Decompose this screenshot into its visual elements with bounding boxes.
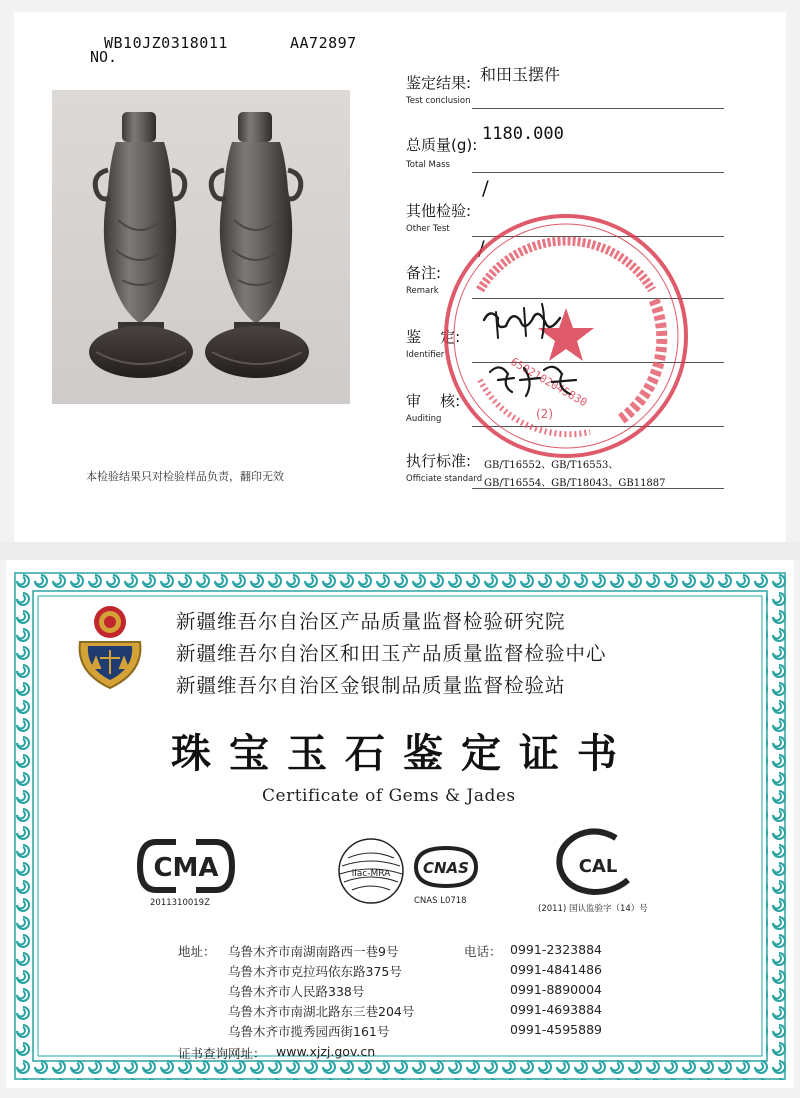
field-label-cn: 备注:	[406, 264, 442, 282]
field-label-cn: 执行标准:	[406, 452, 472, 470]
field-label-en: Total Mass	[406, 160, 450, 170]
phone-line-4: 0991-4693884	[510, 1002, 602, 1017]
field-label-cn: 鉴 定:	[406, 328, 461, 346]
disclaimer-text: 本检验结果只对检验样品负责，翻印无效	[86, 470, 284, 483]
field-underline	[472, 108, 724, 109]
phone-line-1: 0991-2323884	[510, 942, 602, 957]
phone-line-2: 0991-4841486	[510, 962, 602, 977]
auditor-signature	[484, 352, 594, 412]
organization-name-2: 新疆维吾尔自治区和田玉产品质量监督检验中心	[176, 642, 607, 665]
number-label: NO.	[90, 48, 118, 66]
cal-logo-icon	[550, 826, 640, 898]
jade-vases-photo	[52, 90, 350, 404]
field-underline	[472, 172, 724, 173]
certificate-title: 珠宝玉石鉴定证书	[171, 730, 635, 777]
field-label-cn: 其他检验:	[406, 202, 472, 220]
field-value: 和田玉摆件	[480, 65, 561, 84]
organization-name-1: 新疆维吾尔自治区产品质量监督检验研究院	[176, 610, 566, 633]
organization-name-3: 新疆维吾尔自治区金银制品质量监督检验站	[176, 674, 566, 697]
address-label: 地址：	[178, 944, 216, 959]
field-label-en: Identifier	[406, 350, 445, 360]
website-url: www.xjzj.gov.cn	[276, 1044, 376, 1059]
inspection-code: AA72897	[290, 34, 357, 52]
card-separator	[0, 542, 800, 560]
phone-label: 电话：	[464, 944, 502, 959]
website-label: 证书查询网址：	[178, 1046, 266, 1061]
address-line-5: 乌鲁木齐市揽秀园西街161号	[228, 1024, 390, 1039]
field-value-line2: GB/T16554、GB/T18043、GB11887	[484, 478, 666, 489]
field-value: GB/T16552、GB/T16553、	[484, 460, 619, 471]
cma-label: CMA	[153, 853, 219, 883]
phone-line-5: 0991-4595889	[510, 1022, 602, 1037]
serial-number: WB10JZ0318011	[104, 34, 228, 52]
cma-logo-icon	[136, 838, 236, 894]
address-line-4: 乌鲁木齐市南湖北路东三巷204号	[228, 1004, 415, 1019]
field-label-en: Other Test	[406, 224, 450, 234]
cal-label: CAL	[578, 856, 618, 877]
cnas-logo-icon	[410, 842, 482, 892]
field-label-en: Remark	[406, 286, 439, 296]
field-label-cn: 总质量(g):	[406, 136, 478, 154]
seal-number: 6502102045830	[508, 355, 590, 410]
field-label-en: Officiate standard	[406, 474, 483, 484]
address-line-3: 乌鲁木齐市人民路338号	[228, 984, 365, 999]
certificate-subtitle: Certificate of Gems & Jades	[262, 786, 516, 806]
field-underline	[472, 488, 724, 489]
address-line-2: 乌鲁木齐市克拉玛依东路375号	[228, 964, 402, 979]
address-line-1: 乌鲁木齐市南湖南路西一巷9号	[228, 944, 399, 959]
seal-center-text: (2)	[536, 407, 553, 421]
national-emblem-icon	[72, 602, 152, 694]
ilac-label: ilac-MRA	[351, 869, 391, 879]
ilac-mra-logo-icon	[336, 836, 406, 906]
field-value: /	[478, 236, 485, 260]
field-label-en: Test conclusion	[406, 96, 471, 106]
field-label-cn: 鉴定结果:	[406, 74, 472, 92]
cma-number: 2011310019Z	[150, 898, 210, 908]
field-label-cn: 审 核:	[406, 392, 461, 410]
phone-line-3: 0991-8890004	[510, 982, 602, 997]
cnas-label: CNAS	[423, 859, 469, 877]
field-value: 1180.000	[482, 124, 564, 144]
cal-number: (2011) 国认监验字（14）号	[538, 904, 648, 914]
field-value: /	[482, 176, 489, 200]
cnas-number: CNAS L0718	[414, 896, 467, 906]
field-label-en: Auditing	[406, 414, 442, 424]
